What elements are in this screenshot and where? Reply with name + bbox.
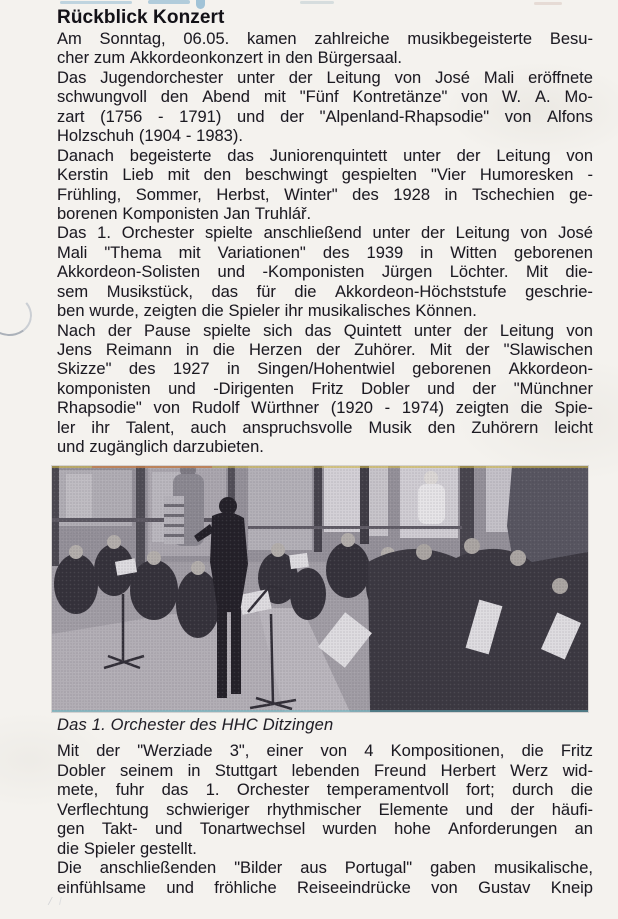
article-body-top — [57, 30, 593, 458]
word: hohe — [394, 820, 431, 839]
text-line — [57, 762, 593, 782]
word: den — [203, 166, 232, 185]
word: von — [566, 146, 593, 165]
word: 1927 — [172, 360, 210, 379]
word: lebenden — [291, 761, 360, 780]
word: Talent, — [125, 418, 175, 437]
text-line — [57, 69, 593, 88]
text-line — [57, 127, 593, 146]
word: des — [322, 243, 350, 262]
word: des — [352, 185, 379, 204]
word: zum — [93, 49, 126, 68]
word: gestellt. — [140, 839, 197, 858]
word: temperamentvoll — [326, 781, 449, 800]
word: von — [566, 321, 593, 340]
scan-artifact-top — [534, 2, 562, 5]
word: Quintett — [343, 321, 402, 340]
word: von — [320, 742, 348, 760]
word: ihr — [284, 302, 304, 321]
word: und — [166, 878, 194, 897]
word: in — [186, 341, 199, 359]
word: einer — [266, 742, 304, 760]
word: die — [201, 302, 224, 321]
word: Akkordeonkonzert — [129, 49, 263, 68]
word: Humoresken — [479, 166, 574, 185]
word: für — [256, 282, 276, 301]
word: und — [236, 107, 265, 126]
word: fröhliche — [214, 878, 277, 897]
word: anschließenden — [99, 859, 217, 878]
word: der — [107, 321, 132, 340]
word: Singen/Hohentwiel — [257, 360, 395, 379]
word: Freund — [373, 761, 427, 780]
word: von — [520, 224, 548, 243]
word: Tschechien — [471, 185, 555, 204]
word: Frühling, — [57, 185, 122, 204]
word: 1974) — [401, 399, 445, 418]
text-line — [57, 244, 593, 263]
word: "Fünf — [299, 88, 339, 107]
word: einfühlsame — [57, 878, 146, 897]
word: Am — [57, 30, 82, 48]
text-line — [57, 108, 593, 127]
word: rhythmischer — [266, 800, 362, 819]
word: wurden — [322, 820, 377, 839]
text-line — [57, 283, 593, 302]
text-line — [57, 820, 593, 840]
word: 1928 — [393, 185, 431, 204]
word: die — [212, 341, 235, 359]
word: 1. — [205, 781, 220, 800]
word: Rhapsodie" — [57, 399, 142, 418]
word: musikalisches — [307, 302, 411, 321]
word: wid- — [562, 761, 593, 780]
text-line — [57, 859, 593, 879]
word: - — [158, 107, 164, 126]
text-line — [57, 147, 593, 166]
scan-artifact-top — [60, 1, 132, 4]
word: Mo- — [564, 88, 593, 107]
word: mit — [167, 166, 190, 185]
word: der — [96, 742, 121, 760]
word: Jürgen — [381, 263, 433, 282]
word: der — [288, 68, 313, 87]
text-line — [57, 801, 593, 821]
word: ler — [57, 418, 76, 437]
word: "Slawischen — [503, 341, 593, 359]
word: gen — [57, 820, 85, 839]
word: Jugendorchester — [100, 68, 224, 87]
word: seinem — [120, 761, 174, 780]
word: der — [472, 379, 497, 398]
word: der — [280, 107, 305, 126]
word: in — [420, 243, 434, 262]
word: von — [153, 399, 181, 418]
word: Mit — [429, 341, 452, 359]
word: zahlreiche — [314, 30, 390, 48]
text-line — [57, 419, 593, 438]
word: Mit — [57, 742, 79, 760]
word: Alfons — [547, 107, 593, 126]
word: - — [384, 399, 391, 418]
text-line — [57, 166, 593, 185]
word: von — [461, 88, 488, 107]
word: auch — [190, 418, 227, 437]
word: Reimann — [105, 341, 172, 359]
word: "Münchner — [513, 379, 593, 398]
word: Rudolf — [191, 399, 240, 418]
word: Das — [57, 68, 87, 87]
word: durch — [512, 781, 554, 800]
word: von — [394, 68, 422, 87]
word: und — [427, 379, 455, 398]
word: in — [444, 185, 458, 204]
word: Danach — [57, 146, 114, 165]
word: in — [267, 49, 281, 68]
word: Witten — [450, 243, 497, 262]
word: gaben — [430, 859, 476, 878]
word: wurde, — [89, 302, 139, 321]
word: Musik — [368, 418, 412, 437]
word: Herbst, — [216, 185, 270, 204]
word: Akkordeon- — [508, 360, 593, 379]
word: geschrie- — [525, 282, 593, 301]
word: Variationen" — [217, 243, 306, 262]
word: Bürgersaal. — [317, 49, 403, 68]
word: musikalische, — [493, 859, 593, 878]
word: 3", — [229, 742, 250, 760]
word: "Werziade — [137, 742, 213, 760]
word: Tonartwechsel — [199, 820, 306, 839]
word: Reiseeindrücke — [297, 878, 411, 897]
word: Akkordeon-Solisten — [57, 263, 201, 282]
word: und — [465, 800, 494, 819]
text-line — [57, 781, 593, 801]
word: Fritz — [560, 742, 593, 760]
word: Leitung — [455, 224, 510, 243]
word: mit — [178, 243, 201, 262]
word: und — [217, 263, 246, 282]
word: Fritz — [311, 379, 344, 398]
word: Leitung — [326, 68, 381, 87]
word: das — [304, 321, 332, 340]
word: Juniorenquintett — [269, 146, 388, 165]
text-line — [57, 879, 593, 899]
word: der — [465, 341, 490, 359]
word: Löchter. — [449, 263, 509, 282]
text-line — [57, 322, 593, 341]
word: schwieriger — [166, 800, 250, 819]
word: Kompositionen, — [390, 742, 505, 760]
word: von — [504, 107, 532, 126]
word: und — [168, 379, 196, 398]
word: die — [57, 839, 80, 858]
word: Truhlář. — [254, 204, 312, 223]
word: komponisten — [57, 379, 151, 398]
word: borenen — [57, 204, 118, 223]
word: Lieb — [122, 166, 154, 185]
word: die — [570, 781, 593, 800]
word: die — [294, 282, 317, 301]
text-line — [57, 438, 593, 457]
word: mete, — [57, 781, 99, 800]
word: Werz — [510, 761, 549, 780]
word: eröffnete — [528, 68, 593, 87]
word: ihr — [91, 418, 110, 437]
word: Skizze" — [57, 360, 112, 379]
word: ge- — [569, 185, 593, 204]
word: Gustav — [478, 878, 531, 897]
word: Elemente — [378, 800, 449, 819]
scan-speck — [48, 897, 62, 905]
word: den — [285, 49, 313, 68]
word: Nach — [57, 321, 96, 340]
word: Würthner — [251, 399, 320, 418]
text-line — [57, 49, 593, 68]
word: 1939 — [366, 243, 404, 262]
word: Stuttgart — [214, 761, 278, 780]
word: zeigten — [455, 399, 509, 418]
word: Sommer, — [135, 185, 202, 204]
text-line — [57, 399, 593, 418]
word: unter — [237, 68, 275, 87]
word: "Alpenland-Rhapsodie" — [319, 107, 490, 126]
word: des — [128, 360, 156, 379]
word: zart — [57, 107, 85, 126]
word: den — [160, 88, 189, 107]
hole-punch-artifact — [0, 292, 34, 339]
text-line — [57, 88, 593, 107]
word: Dobler — [57, 761, 106, 780]
text-line — [57, 840, 593, 860]
word: Pause — [144, 321, 191, 340]
word: Herbert — [440, 761, 496, 780]
word: Dobler — [361, 379, 410, 398]
text-line — [57, 742, 593, 762]
word: anschließend — [263, 224, 362, 243]
word: zeigten — [143, 302, 197, 321]
word: Takt- — [101, 820, 138, 839]
word: Leitung — [496, 146, 551, 165]
word: Mali — [483, 68, 515, 87]
text-line — [57, 380, 593, 399]
word: die — [521, 742, 544, 760]
concert-photo — [52, 466, 588, 712]
word: gespielten — [341, 166, 417, 185]
word: zugänglich — [89, 438, 169, 457]
word: in — [187, 761, 201, 780]
text-line — [57, 341, 593, 360]
word: Holzschuh — [57, 127, 135, 146]
word: den — [427, 418, 456, 437]
word: José — [435, 68, 470, 87]
word: aus — [300, 859, 327, 878]
word: (1920 — [330, 399, 373, 418]
scan-artifact-top — [300, 1, 334, 4]
text-line — [57, 224, 593, 243]
word: Mit — [525, 263, 548, 282]
word: der — [420, 224, 445, 243]
word: 06.05. — [183, 30, 230, 48]
word: -Dirigenten — [213, 379, 294, 398]
word: Kerstin — [57, 166, 109, 185]
text-line — [57, 205, 593, 224]
word: Akkordeon-Höchststufe — [335, 282, 507, 301]
word: begeisterte — [129, 146, 212, 165]
word: Verflechtung — [57, 800, 149, 819]
scan-artifact-top — [148, 0, 190, 4]
word: "Vier — [430, 166, 466, 185]
word: 1. — [97, 224, 111, 243]
word: und — [57, 438, 85, 457]
word: 1791) — [179, 107, 222, 126]
word: 4 — [364, 742, 374, 760]
word: 1983). — [196, 127, 243, 146]
word: geborenen — [514, 243, 593, 262]
word: Zuhörer. — [354, 341, 416, 359]
photo-caption: Das 1. Orchester des HHC Ditzingen — [57, 716, 334, 734]
word: Winter" — [284, 185, 338, 204]
word: an — [574, 820, 593, 839]
word: spielte — [205, 224, 253, 243]
word: unter — [403, 146, 441, 165]
word: und — [154, 820, 183, 839]
word: cher — [57, 49, 90, 68]
word: Komponisten — [122, 204, 219, 223]
word: leicht — [554, 418, 593, 437]
word: kamen — [247, 30, 297, 48]
word: musikbegeisterte — [407, 30, 533, 48]
word: Sonntag, — [99, 30, 166, 48]
word: (1904 — [138, 127, 182, 146]
word: geborenen — [412, 360, 492, 379]
word: der — [510, 800, 535, 819]
word: Portugal" — [344, 859, 413, 878]
text-line — [57, 30, 593, 49]
word: Abend — [202, 88, 250, 107]
word: mit — [263, 88, 286, 107]
word: fort; — [466, 781, 495, 800]
word: die- — [565, 263, 593, 282]
word: in — [227, 360, 240, 379]
word: häufi- — [551, 800, 593, 819]
article-heading: Rückblick Konzert — [57, 7, 225, 28]
word: Orchester — [121, 224, 195, 243]
word: "Thema — [104, 243, 162, 262]
word: Spieler — [228, 302, 280, 321]
word: Das — [57, 224, 87, 243]
word: "Bilder — [234, 859, 283, 878]
word: Kontretänze" — [352, 88, 448, 107]
word: sich — [263, 321, 293, 340]
word: der — [463, 321, 488, 340]
word: schwungvoll — [57, 88, 147, 107]
word: Jens — [57, 341, 92, 359]
word: Besu- — [549, 30, 593, 48]
word: Herzen — [248, 341, 303, 359]
text-line — [57, 263, 593, 282]
text-line — [57, 186, 593, 205]
word: W. — [501, 88, 522, 107]
text-line — [57, 360, 593, 379]
word: Können. — [415, 302, 477, 321]
word: Spieler — [83, 839, 136, 858]
word: A. — [534, 88, 551, 107]
word: der — [316, 341, 341, 359]
word: Jan — [223, 204, 251, 223]
word: Musikstück, — [106, 282, 193, 301]
concert-photo-illustration — [52, 466, 588, 712]
word: Spie- — [554, 399, 593, 418]
word: der — [456, 146, 481, 165]
word: Die — [57, 859, 82, 878]
word: Orchester — [236, 781, 310, 800]
word: das — [227, 146, 254, 165]
word: Anforderungen — [448, 820, 558, 839]
word: das — [161, 781, 189, 800]
word: Zuhörern — [471, 418, 539, 437]
word: - — [185, 127, 192, 146]
word: anspruchsvolle — [242, 418, 353, 437]
word: spielte — [203, 321, 251, 340]
word: fuhr — [115, 781, 145, 800]
word: Mali — [57, 243, 88, 262]
article-body-bottom — [57, 742, 593, 898]
text-line — [57, 302, 593, 321]
word: Leitung — [499, 321, 555, 340]
word: das — [211, 282, 239, 301]
word: - — [587, 166, 593, 185]
word: beschwingt — [245, 166, 328, 185]
word: unter — [372, 224, 411, 243]
word: die — [520, 399, 543, 418]
word: unter — [413, 321, 452, 340]
word: (1756 — [100, 107, 143, 126]
word: Kneip — [550, 878, 593, 897]
word: ben — [57, 302, 85, 321]
word: von — [431, 878, 458, 897]
word: José — [558, 224, 593, 243]
word: sem — [57, 282, 89, 301]
word: darzubieten. — [173, 438, 264, 457]
word: -Komponisten — [262, 263, 365, 282]
